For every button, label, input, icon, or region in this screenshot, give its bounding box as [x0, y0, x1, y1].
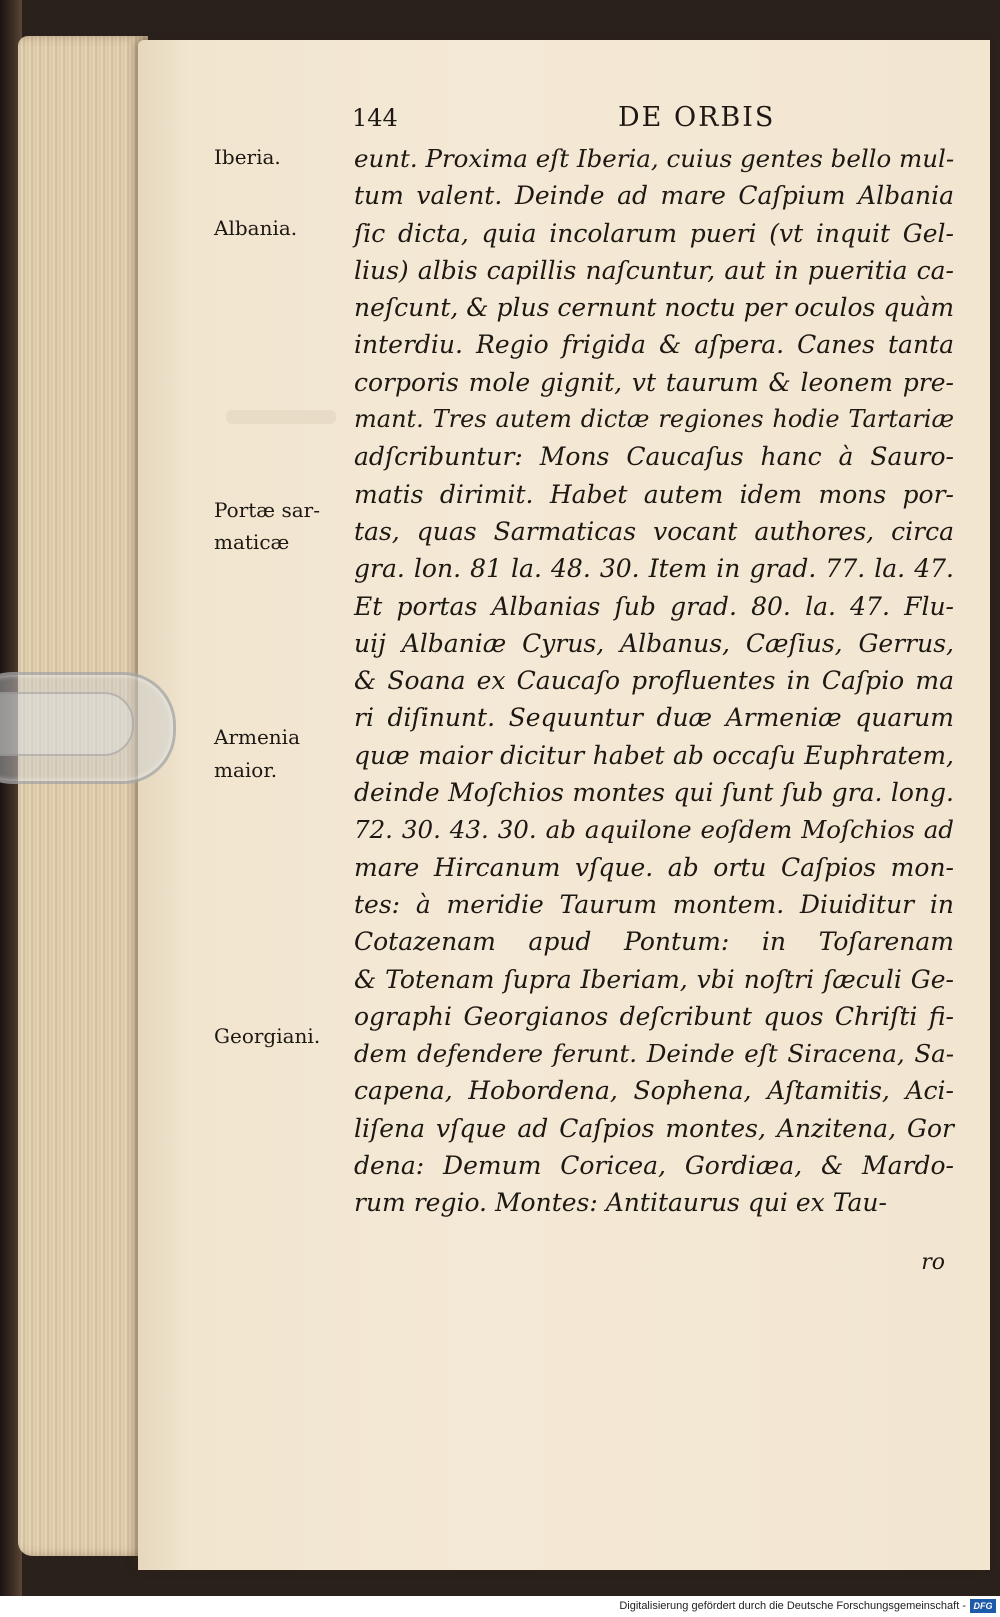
text-line: adſcribuntur: Mons Caucaſus hanc à Sauro- — [354, 442, 954, 472]
text-line: uij Albaniæ Cyrus, Albanus, Cæſius, Gerrus, — [354, 628, 954, 658]
text-line: ſic dicta, quia incolarum pueri (vt inquit Gel- — [354, 218, 954, 248]
text-line: gra. lon. 81 la. 48. 30. Item in grad. 77. la. 47. — [354, 554, 954, 584]
page-edges — [18, 36, 148, 1556]
text-line: ri diſinunt. Sequuntur duæ Armeniæ quarum — [354, 703, 954, 733]
text-line: corporis mole gignit, vt taurum & leonem pre- — [354, 367, 954, 397]
margin-note-armenia: Armenia — [214, 725, 301, 749]
text-line: eunt. Proxima eſt Iberia, cuius gentes bello mul- — [354, 144, 955, 173]
text-line: capena, Hobordena, Sophena, Aſtamitis, Aci- — [354, 1076, 954, 1106]
text-line: 72. 30. 43. 30. ab aquilone eoſdem Moſchios ad — [354, 815, 954, 845]
text-line: & Soana ex Caucaſo profluentes in Caſpio ma — [354, 666, 954, 696]
text-line: interdiu. Regio frigida & aſpera. Canes tanta — [354, 330, 954, 360]
text-line: tas, quas Sarmaticas vocant authores, circa — [354, 516, 954, 546]
text-line: Et portas Albanias ſub grad. 80. la. 47. Flu- — [354, 591, 954, 621]
page-clip-inner — [0, 692, 134, 756]
text-line: quæ maior dicitur habet ab occaſu Euphratem, — [354, 740, 954, 770]
running-title: DE ORBIS — [618, 102, 776, 133]
body-text — [354, 140, 954, 1222]
text-line: & Totenam ſupra Iberiam, vbi noſtri ſæculi Ge- — [354, 964, 954, 994]
footer-credit: Digitalisierung gefördert durch die Deutsche Forschungsgemeinschaft - — [619, 1600, 966, 1612]
text-line: tes: à meridie Taurum montem. Diuiditur in — [354, 889, 954, 919]
text-line: dem defendere ferunt. Deinde eſt Siracena, Sa- — [354, 1039, 954, 1069]
margin-note-maior: maior. — [214, 758, 278, 782]
text-line: mare Hircanum vſque. ab ortu Caſpios mon- — [354, 852, 954, 882]
text-line: lius) albis capillis naſcuntur, aut in pueritia ca- — [354, 255, 954, 285]
text-line: rum regio. Montes: Antitaurus qui ex Tau- — [354, 1188, 887, 1218]
text-line: deinde Moſchios montes qui ſunt ſub gra. long. — [354, 778, 954, 808]
text-line: neſcunt, & plus cernunt noctu per oculos quàm — [354, 293, 955, 323]
text-line: tum valent. Deinde ad mare Caſpium Albania — [354, 181, 954, 211]
margin-note-portae-sarmaticae: Portæ sar- — [214, 498, 320, 522]
running-head — [352, 104, 802, 138]
dfg-logo: DFG — [970, 1599, 996, 1613]
text-line: liſena vſque ad Caſpios montes, Anzitena, Gor — [354, 1113, 954, 1143]
text-line: ographi Georgianos deſcribunt quos Chriſti fi- — [354, 1001, 954, 1031]
page-number: 144 — [352, 104, 398, 132]
text-line: Cotazenam apud Pontum: in Toſarenam — [354, 927, 954, 957]
text-line: dena: Demum Coricea, Gordiæa, & Mardo- — [354, 1151, 954, 1181]
text-line: mant. Tres autem dictæ regiones hodie Tartariæ — [354, 405, 954, 434]
ink-show-through — [226, 410, 336, 424]
margin-note-portae-sarmaticae-cont: maticæ — [214, 530, 290, 554]
text-line: matis dirimit. Habet autem idem mons por- — [354, 479, 954, 509]
margin-note-georgiani: Georgiani. — [214, 1024, 321, 1048]
margin-note-albania: Albania. — [214, 216, 298, 240]
catchword: ro — [921, 1250, 945, 1275]
margin-note-iberia: Iberia. — [214, 145, 281, 169]
